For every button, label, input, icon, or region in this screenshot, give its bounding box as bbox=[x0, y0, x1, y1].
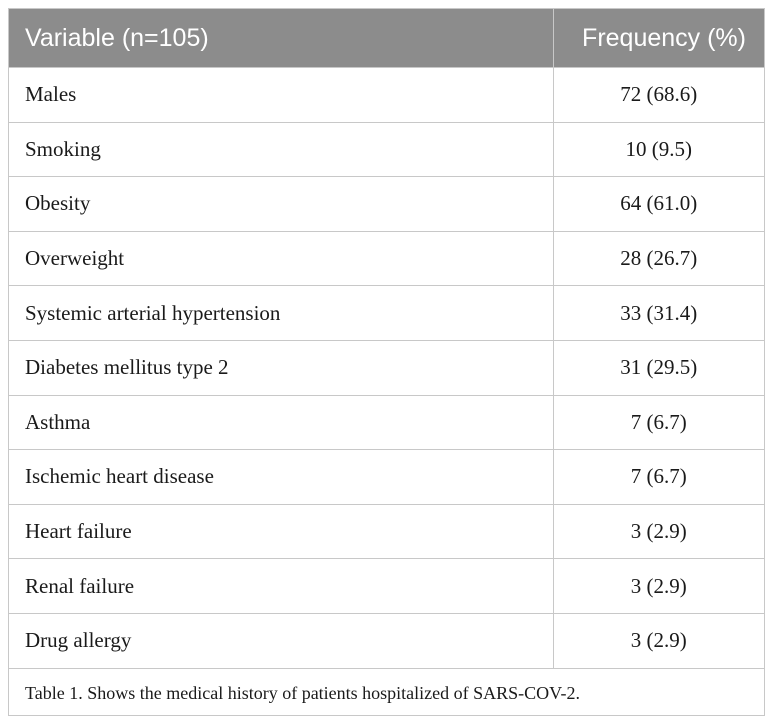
table-row bbox=[9, 286, 764, 341]
frequency-cell: 3 (2.9) bbox=[553, 559, 764, 614]
variable-cell: Drug allergy bbox=[9, 613, 553, 668]
frequency-cell: 31 (29.5) bbox=[553, 340, 764, 395]
medical-history-table bbox=[9, 9, 764, 669]
variable-cell: Systemic arterial hypertension bbox=[9, 286, 553, 341]
variable-cell: Ischemic heart disease bbox=[9, 450, 553, 505]
frequency-cell: 64 (61.0) bbox=[553, 177, 764, 232]
table-row bbox=[9, 504, 764, 559]
table-row bbox=[9, 450, 764, 505]
table-header-row bbox=[9, 9, 764, 68]
table-row bbox=[9, 395, 764, 450]
table-row bbox=[9, 231, 764, 286]
variable-cell: Males bbox=[9, 68, 553, 123]
frequency-cell: 3 (2.9) bbox=[553, 504, 764, 559]
variable-column-header: Variable (n=105) bbox=[9, 9, 553, 68]
variable-cell: Obesity bbox=[9, 177, 553, 232]
table-row bbox=[9, 340, 764, 395]
frequency-cell: 3 (2.9) bbox=[553, 613, 764, 668]
variable-cell: Overweight bbox=[9, 231, 553, 286]
medical-history-table-container bbox=[8, 8, 765, 716]
frequency-cell: 7 (6.7) bbox=[553, 450, 764, 505]
frequency-cell: 72 (68.6) bbox=[553, 68, 764, 123]
table-caption: Table 1. Shows the medical history of patients hospitalized of SARS-COV-2. bbox=[25, 682, 581, 703]
frequency-cell: 28 (26.7) bbox=[553, 231, 764, 286]
frequency-cell: 33 (31.4) bbox=[553, 286, 764, 341]
variable-cell: Diabetes mellitus type 2 bbox=[9, 340, 553, 395]
table-row bbox=[9, 68, 764, 123]
variable-cell: Smoking bbox=[9, 122, 553, 177]
variable-cell: Renal failure bbox=[9, 559, 553, 614]
variable-cell: Heart failure bbox=[9, 504, 553, 559]
variable-cell: Asthma bbox=[9, 395, 553, 450]
frequency-cell: 7 (6.7) bbox=[553, 395, 764, 450]
table-row bbox=[9, 122, 764, 177]
table-row bbox=[9, 613, 764, 668]
frequency-column-header: Frequency (%) bbox=[553, 9, 764, 68]
table-row bbox=[9, 559, 764, 614]
table-row bbox=[9, 177, 764, 232]
frequency-cell: 10 (9.5) bbox=[553, 122, 764, 177]
